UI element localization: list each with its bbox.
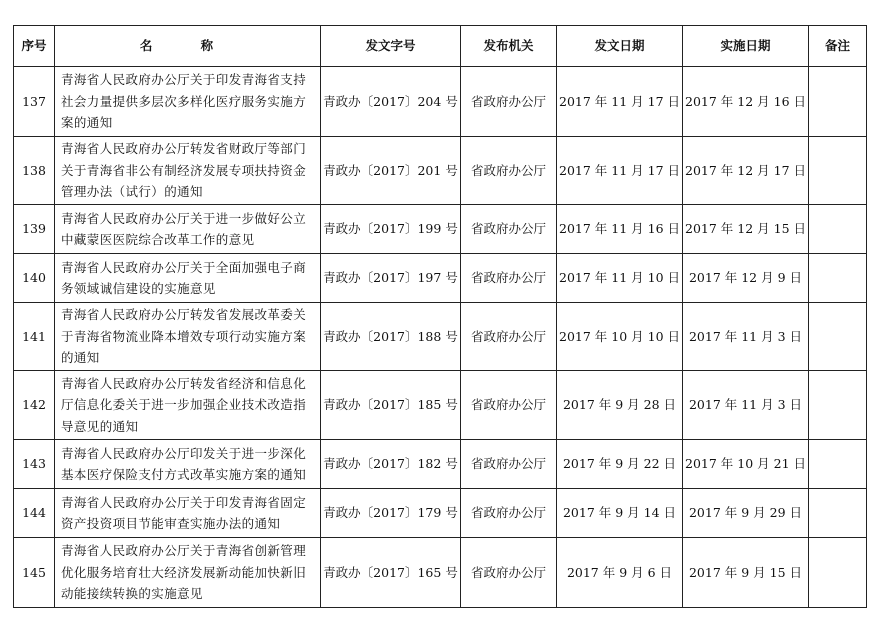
- header-name: 名 称: [55, 26, 321, 67]
- cell-seq: 145: [14, 538, 55, 608]
- cell-name: 青海省人民政府办公厅关于青海省创新管理优化服务培育壮大经济发展新动能加快新旧动能接续转换的实施意见: [55, 538, 321, 608]
- cell-seq: 139: [14, 205, 55, 254]
- cell-doc-no: 青政办〔2017〕182 号: [321, 440, 461, 489]
- table-header-row: [14, 26, 867, 67]
- cell-issuer: 省政府办公厅: [461, 67, 557, 137]
- cell-seq: 140: [14, 254, 55, 303]
- cell-effective-date: 2017 年 12 月 9 日: [683, 254, 809, 303]
- cell-issue-date: 2017 年 9 月 22 日: [557, 440, 683, 489]
- table-row: [14, 371, 867, 440]
- header-remark: 备注: [809, 26, 867, 67]
- cell-issuer: 省政府办公厅: [461, 538, 557, 608]
- cell-name: 青海省人民政府办公厅转发省发展改革委关于青海省物流业降本增效专项行动实施方案的通知: [55, 303, 321, 371]
- cell-doc-no: 青政办〔2017〕197 号: [321, 254, 461, 303]
- cell-remark: [809, 205, 867, 254]
- cell-effective-date: 2017 年 12 月 17 日: [683, 137, 809, 205]
- header-effective-date: 实施日期: [683, 26, 809, 67]
- table-row: [14, 137, 867, 205]
- cell-doc-no: 青政办〔2017〕185 号: [321, 371, 461, 440]
- header-doc-no: 发文字号: [321, 26, 461, 67]
- cell-seq: 138: [14, 137, 55, 205]
- regulations-table: [13, 25, 867, 608]
- table-row: [14, 205, 867, 254]
- cell-remark: [809, 137, 867, 205]
- cell-issuer: 省政府办公厅: [461, 440, 557, 489]
- cell-doc-no: 青政办〔2017〕165 号: [321, 538, 461, 608]
- cell-issue-date: 2017 年 9 月 14 日: [557, 489, 683, 538]
- table-row: [14, 303, 867, 371]
- cell-effective-date: 2017 年 9 月 29 日: [683, 489, 809, 538]
- cell-issue-date: 2017 年 10 月 10 日: [557, 303, 683, 371]
- cell-issuer: 省政府办公厅: [461, 205, 557, 254]
- cell-doc-no: 青政办〔2017〕199 号: [321, 205, 461, 254]
- cell-issuer: 省政府办公厅: [461, 371, 557, 440]
- header-issue-date: 发文日期: [557, 26, 683, 67]
- cell-doc-no: 青政办〔2017〕179 号: [321, 489, 461, 538]
- cell-remark: [809, 67, 867, 137]
- cell-remark: [809, 254, 867, 303]
- table-row: [14, 67, 867, 137]
- cell-seq: 144: [14, 489, 55, 538]
- cell-doc-no: 青政办〔2017〕204 号: [321, 67, 461, 137]
- table-row: [14, 440, 867, 489]
- cell-doc-no: 青政办〔2017〕201 号: [321, 137, 461, 205]
- cell-issue-date: 2017 年 9 月 6 日: [557, 538, 683, 608]
- cell-name: 青海省人民政府办公厅关于全面加强电子商务领域诚信建设的实施意见: [55, 254, 321, 303]
- header-seq: 序号: [14, 26, 55, 67]
- cell-remark: [809, 538, 867, 608]
- table-row: [14, 254, 867, 303]
- cell-effective-date: 2017 年 12 月 15 日: [683, 205, 809, 254]
- header-issuer: 发布机关: [461, 26, 557, 67]
- cell-remark: [809, 371, 867, 440]
- cell-remark: [809, 303, 867, 371]
- cell-issuer: 省政府办公厅: [461, 303, 557, 371]
- cell-name: 青海省人民政府办公厅关于进一步做好公立中藏蒙医医院综合改革工作的意见: [55, 205, 321, 254]
- cell-name: 青海省人民政府办公厅关于印发青海省支持社会力量提供多层次多样化医疗服务实施方案的通知: [55, 67, 321, 137]
- cell-issue-date: 2017 年 11 月 10 日: [557, 254, 683, 303]
- cell-issue-date: 2017 年 11 月 17 日: [557, 137, 683, 205]
- cell-effective-date: 2017 年 9 月 15 日: [683, 538, 809, 608]
- cell-name: 青海省人民政府办公厅印发关于进一步深化基本医疗保险支付方式改革实施方案的通知: [55, 440, 321, 489]
- table-row: [14, 538, 867, 608]
- cell-remark: [809, 440, 867, 489]
- cell-name: 青海省人民政府办公厅转发省财政厅等部门关于青海省非公有制经济发展专项扶持资金管理办法（试行）的通知: [55, 137, 321, 205]
- cell-issue-date: 2017 年 11 月 16 日: [557, 205, 683, 254]
- cell-seq: 143: [14, 440, 55, 489]
- cell-seq: 137: [14, 67, 55, 137]
- cell-seq: 141: [14, 303, 55, 371]
- table-row: [14, 489, 867, 538]
- cell-effective-date: 2017 年 11 月 3 日: [683, 303, 809, 371]
- cell-issue-date: 2017 年 11 月 17 日: [557, 67, 683, 137]
- cell-issuer: 省政府办公厅: [461, 254, 557, 303]
- cell-issue-date: 2017 年 9 月 28 日: [557, 371, 683, 440]
- cell-name: 青海省人民政府办公厅转发省经济和信息化厅信息化委关于进一步加强企业技术改造指导意见的通知: [55, 371, 321, 440]
- cell-doc-no: 青政办〔2017〕188 号: [321, 303, 461, 371]
- cell-remark: [809, 489, 867, 538]
- cell-name: 青海省人民政府办公厅关于印发青海省固定资产投资项目节能审查实施办法的通知: [55, 489, 321, 538]
- cell-seq: 142: [14, 371, 55, 440]
- cell-effective-date: 2017 年 10 月 21 日: [683, 440, 809, 489]
- cell-issuer: 省政府办公厅: [461, 137, 557, 205]
- cell-effective-date: 2017 年 11 月 3 日: [683, 371, 809, 440]
- cell-effective-date: 2017 年 12 月 16 日: [683, 67, 809, 137]
- cell-issuer: 省政府办公厅: [461, 489, 557, 538]
